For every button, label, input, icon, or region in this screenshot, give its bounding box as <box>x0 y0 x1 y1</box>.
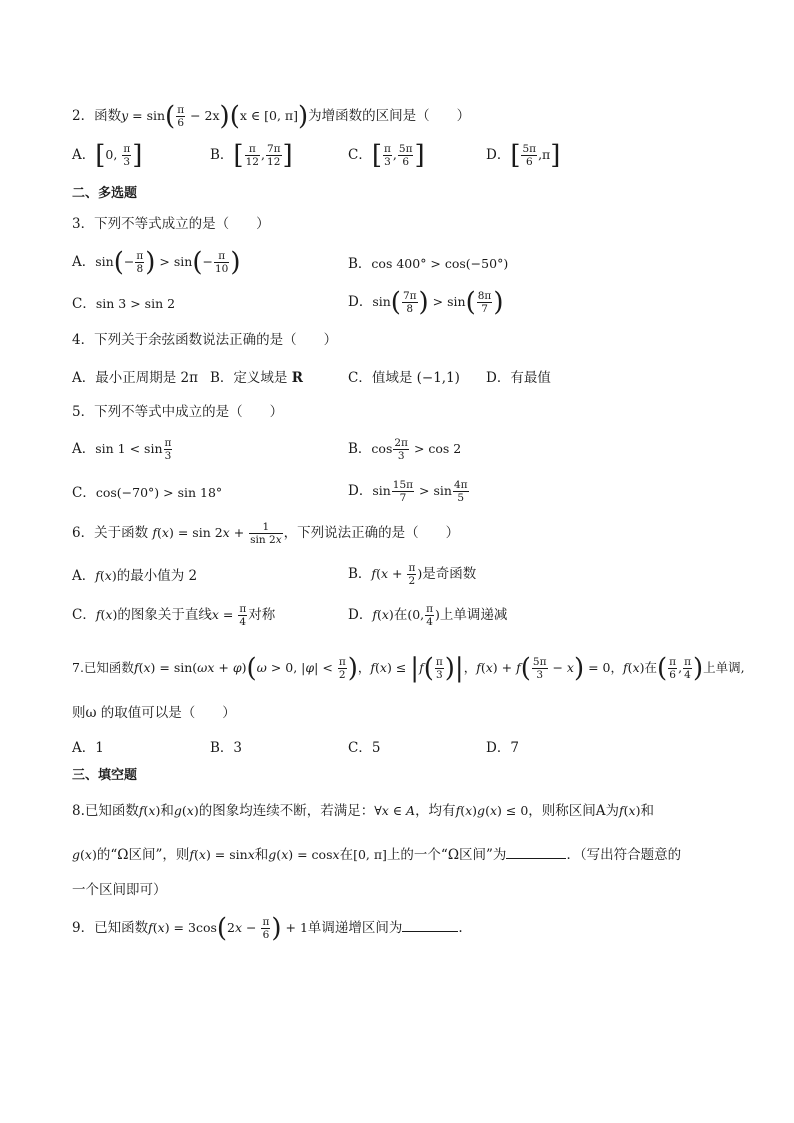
section-heading-fill: 三、填空题 <box>72 768 138 783</box>
q3-option-c[interactable]: C．sin 3 > sin 2 <box>72 296 176 312</box>
q5-option-c[interactable]: C．cos(−70°) > sin 18° <box>72 485 223 501</box>
q4-option-c[interactable]: C．值域是 (−1,1) <box>348 370 460 386</box>
q3-option-b[interactable]: B．cos 400° > cos(−50°) <box>348 256 509 272</box>
q4-option-b[interactable]: B．定义域是 R <box>210 370 303 386</box>
q6-option-d[interactable]: D．f(x)在(0, $\frac{\pi}{4}$ )上单调递减 <box>348 603 508 628</box>
q7-option-c[interactable]: C．5 <box>348 740 381 756</box>
q6-option-a[interactable]: A．f(x)的最小值为 2 <box>72 568 198 584</box>
question-3: 3．下列不等式成立的是（ ） <box>72 216 270 232</box>
q2-option-a[interactable]: A．[0, $\frac{\pi}{3}$ ] <box>72 140 143 171</box>
question-7: 7.已知函数f(x) = sin(ωx + φ)(ω > 0, |φ| < $\frac{\pi}{2}$ )，f(x) ≤ |f( $\frac{\pi}{3}$ )|，f(x) + f( $\frac{5\pi}{3}$ − x) = 0，f(x)在( $\frac{\pi}{6}$ , $\frac{\pi}{4}$ )上单调, <box>72 653 745 684</box>
question-6: 6．关于函数 f(x) = sin 2x + $\frac{1}{\sin 2x}$ ，下列说法正确的是（ ） <box>72 521 460 546</box>
section-heading-multi: 二、多选题 <box>72 186 138 201</box>
question-5: 5．下列不等式中成立的是（ ） <box>72 404 284 420</box>
q5-option-d[interactable]: D．sin $\frac{15\pi}{7}$ > sin $\frac{4\pi}{5}$ <box>348 479 468 504</box>
question-2: 2．函数y = sin( $\frac{\pi}{6}$ − 2x)(x ∈ [0, π])为增函数的区间是（ ） <box>72 101 471 132</box>
q7-option-a[interactable]: A．1 <box>72 740 104 756</box>
question-8-line-3: 一个区间即可） <box>72 882 167 898</box>
q4-option-d[interactable]: D．有最值 <box>486 370 551 386</box>
q2-option-b[interactable]: B．[ $\frac{\pi}{12}$ , $\frac{7\pi}{12}$ ] <box>210 140 293 171</box>
q3-option-d[interactable]: D．sin( $\frac{7\pi}{8}$ ) > sin( $\frac{8\pi}{7}$ ) <box>348 287 504 318</box>
q6-option-b[interactable]: B．f(x + $\frac{\pi}{2}$ )是奇函数 <box>348 562 477 587</box>
q9-answer-blank[interactable] <box>402 917 458 932</box>
question-8-line-2: g(x)的“Ω区间”，则f(x) = sinx和g(x) = cosx在[0, π]上的一个“Ω区间”为 ．（写出符合题意的 <box>72 844 734 865</box>
q2-option-d[interactable]: D．[ $\frac{5\pi}{6}$ ,π] <box>486 140 561 171</box>
question-7-line-2: 则ω 的取值可以是（ ） <box>72 705 236 721</box>
q8-answer-blank[interactable] <box>506 844 566 859</box>
q7-option-b[interactable]: B．3 <box>210 740 243 756</box>
q3-option-a[interactable]: A．sin(− $\frac{\pi}{8}$ ) > sin(− $\frac{\pi}{10}$ ) <box>72 247 241 278</box>
q5-option-a[interactable]: A．sin 1 < sin $\frac{\pi}{3}$ <box>72 437 172 462</box>
q6-option-c[interactable]: C．f(x)的图象关于直线x = $\frac{\pi}{4}$ 对称 <box>72 603 276 628</box>
q7-option-d[interactable]: D．7 <box>486 740 519 756</box>
q4-option-a[interactable]: A．最小正周期是 2π <box>72 370 199 386</box>
q2-option-c[interactable]: C．[ $\frac{\pi}{3}$ , $\frac{5\pi}{6}$ ] <box>348 140 425 171</box>
question-8-line-1: 8.已知函数f(x)和g(x)的图象均连续不断，若满足：∀x ∈ A，均有f(x)g(x) ≤ 0，则称区间A为f(x)和 <box>72 803 654 819</box>
question-4: 4．下列关于余弦函数说法正确的是（ ） <box>72 332 338 348</box>
question-9: 9．已知函数f(x) = 3cos(2x − $\frac{\pi}{6}$ ) + 1单调递增区间为 . <box>72 913 463 944</box>
q5-option-b[interactable]: B．cos $\frac{2\pi}{3}$ > cos 2 <box>348 437 462 462</box>
